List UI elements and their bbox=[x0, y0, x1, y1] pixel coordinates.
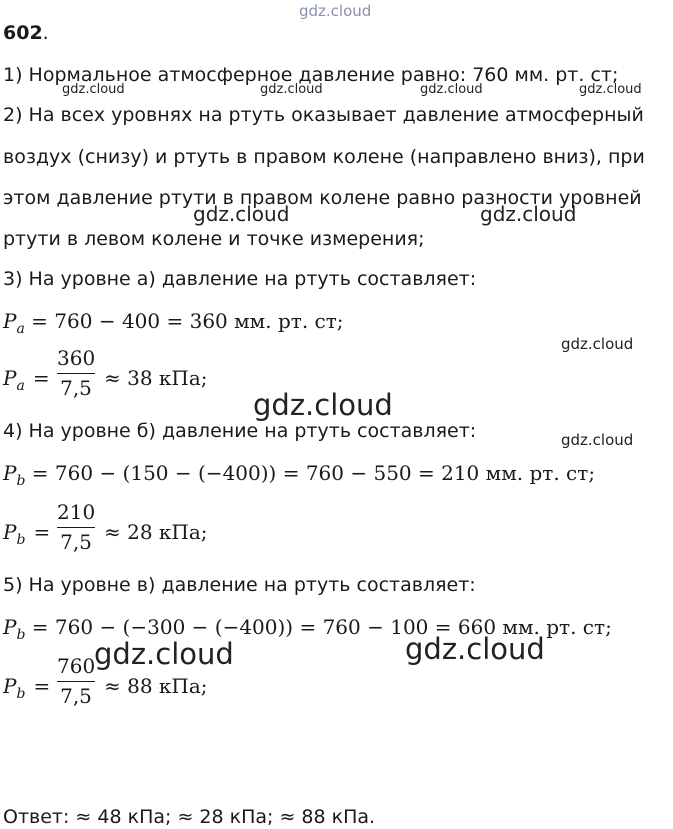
watermark: gdz.cloud bbox=[579, 82, 642, 97]
sub-a: a bbox=[16, 378, 25, 394]
var-p: P bbox=[3, 520, 17, 544]
fraction-pb bbox=[57, 500, 95, 554]
line-3: 3) На уровне а) давление на ртуть составляет: bbox=[3, 268, 477, 290]
var-p: P bbox=[3, 461, 17, 485]
formula-pb-expr: = 760 − (150 − (−400)) = 760 − 550 = 210 мм. рт. ст; bbox=[25, 461, 596, 485]
line-2d: ртути в левом колене и точке измерения; bbox=[3, 228, 425, 250]
watermark: gdz.cloud bbox=[561, 431, 634, 449]
formula-pc-expr: = 760 − (−300 − (−400)) = 760 − 100 = 660 мм. рт. ст; bbox=[25, 615, 612, 639]
sub-b: b bbox=[16, 686, 26, 702]
formula-pb-result: ≈ 28 кПа; bbox=[104, 520, 208, 544]
watermark-large: gdz.cloud bbox=[405, 632, 545, 666]
problem-number-value: 602 bbox=[3, 22, 43, 44]
line-4: 4) На уровне б) давление на ртуть составляет: bbox=[3, 420, 477, 442]
fraction-bar bbox=[57, 527, 95, 528]
formula-pb bbox=[3, 461, 595, 489]
var-p: P bbox=[3, 366, 17, 390]
fraction-numerator: 760 bbox=[57, 654, 96, 678]
formula-pa-result: ≈ 38 кПа; bbox=[104, 366, 208, 390]
watermark-large: gdz.cloud bbox=[94, 637, 234, 671]
line-2a: 2) На всех уровнях на ртуть оказывает давление атмосферный bbox=[3, 104, 644, 126]
fraction-denominator: 7,5 bbox=[60, 530, 92, 554]
sub-b: b bbox=[16, 532, 26, 548]
fraction-numerator: 360 bbox=[57, 346, 96, 370]
var-p: P bbox=[3, 615, 17, 639]
equals-sign: = bbox=[32, 366, 50, 390]
watermark: gdz.cloud bbox=[480, 202, 577, 226]
fraction-pa bbox=[57, 346, 95, 400]
var-p: P bbox=[3, 309, 17, 333]
watermark: gdz.cloud bbox=[561, 335, 634, 353]
watermark: gdz.cloud bbox=[62, 82, 125, 97]
answer-line: Ответ: ≈ 48 кПа; ≈ 28 кПа; ≈ 88 кПа. bbox=[3, 806, 376, 828]
fraction-denominator: 7,5 bbox=[60, 376, 92, 400]
fraction-numerator: 210 bbox=[57, 500, 96, 524]
sub-b: b bbox=[16, 627, 26, 643]
watermark: gdz.cloud bbox=[260, 82, 323, 97]
formula-pc-result: ≈ 88 кПа; bbox=[104, 674, 208, 698]
fraction-bar bbox=[57, 373, 95, 374]
var-p: P bbox=[3, 674, 17, 698]
watermark-large: gdz.cloud bbox=[253, 388, 393, 422]
formula-pa-kpa-lhs bbox=[3, 366, 50, 394]
formula-pa-expr: = 760 − 400 = 360 мм. рт. ст; bbox=[24, 309, 344, 333]
formula-pc-kpa-lhs bbox=[3, 674, 50, 702]
problem-number-dot: . bbox=[42, 22, 49, 44]
formula-pb-kpa-lhs bbox=[3, 520, 50, 548]
equals-sign: = bbox=[33, 520, 51, 544]
line-5: 5) На уровне в) давление на ртуть составляет: bbox=[3, 574, 476, 596]
watermark: gdz.cloud bbox=[420, 82, 483, 97]
line-2b: воздух (снизу) и ртуть в правом колене (направлено вниз), при bbox=[3, 146, 645, 168]
watermark: gdz.cloud bbox=[193, 202, 290, 226]
watermark-top: gdz.cloud bbox=[299, 2, 372, 20]
fraction-pc bbox=[57, 654, 95, 708]
problem-number bbox=[3, 22, 49, 44]
sub-a: a bbox=[16, 321, 25, 337]
sub-b: b bbox=[16, 473, 26, 489]
fraction-bar bbox=[57, 681, 95, 682]
line-1: 1) Нормальное атмосферное давление равно: 760 мм. рт. ст; bbox=[3, 64, 619, 86]
line-2c: этом давление ртути в правом колене равно разности уровней bbox=[3, 187, 642, 209]
formula-pa bbox=[3, 309, 344, 337]
fraction-denominator: 7,5 bbox=[60, 684, 92, 708]
equals-sign: = bbox=[33, 674, 51, 698]
